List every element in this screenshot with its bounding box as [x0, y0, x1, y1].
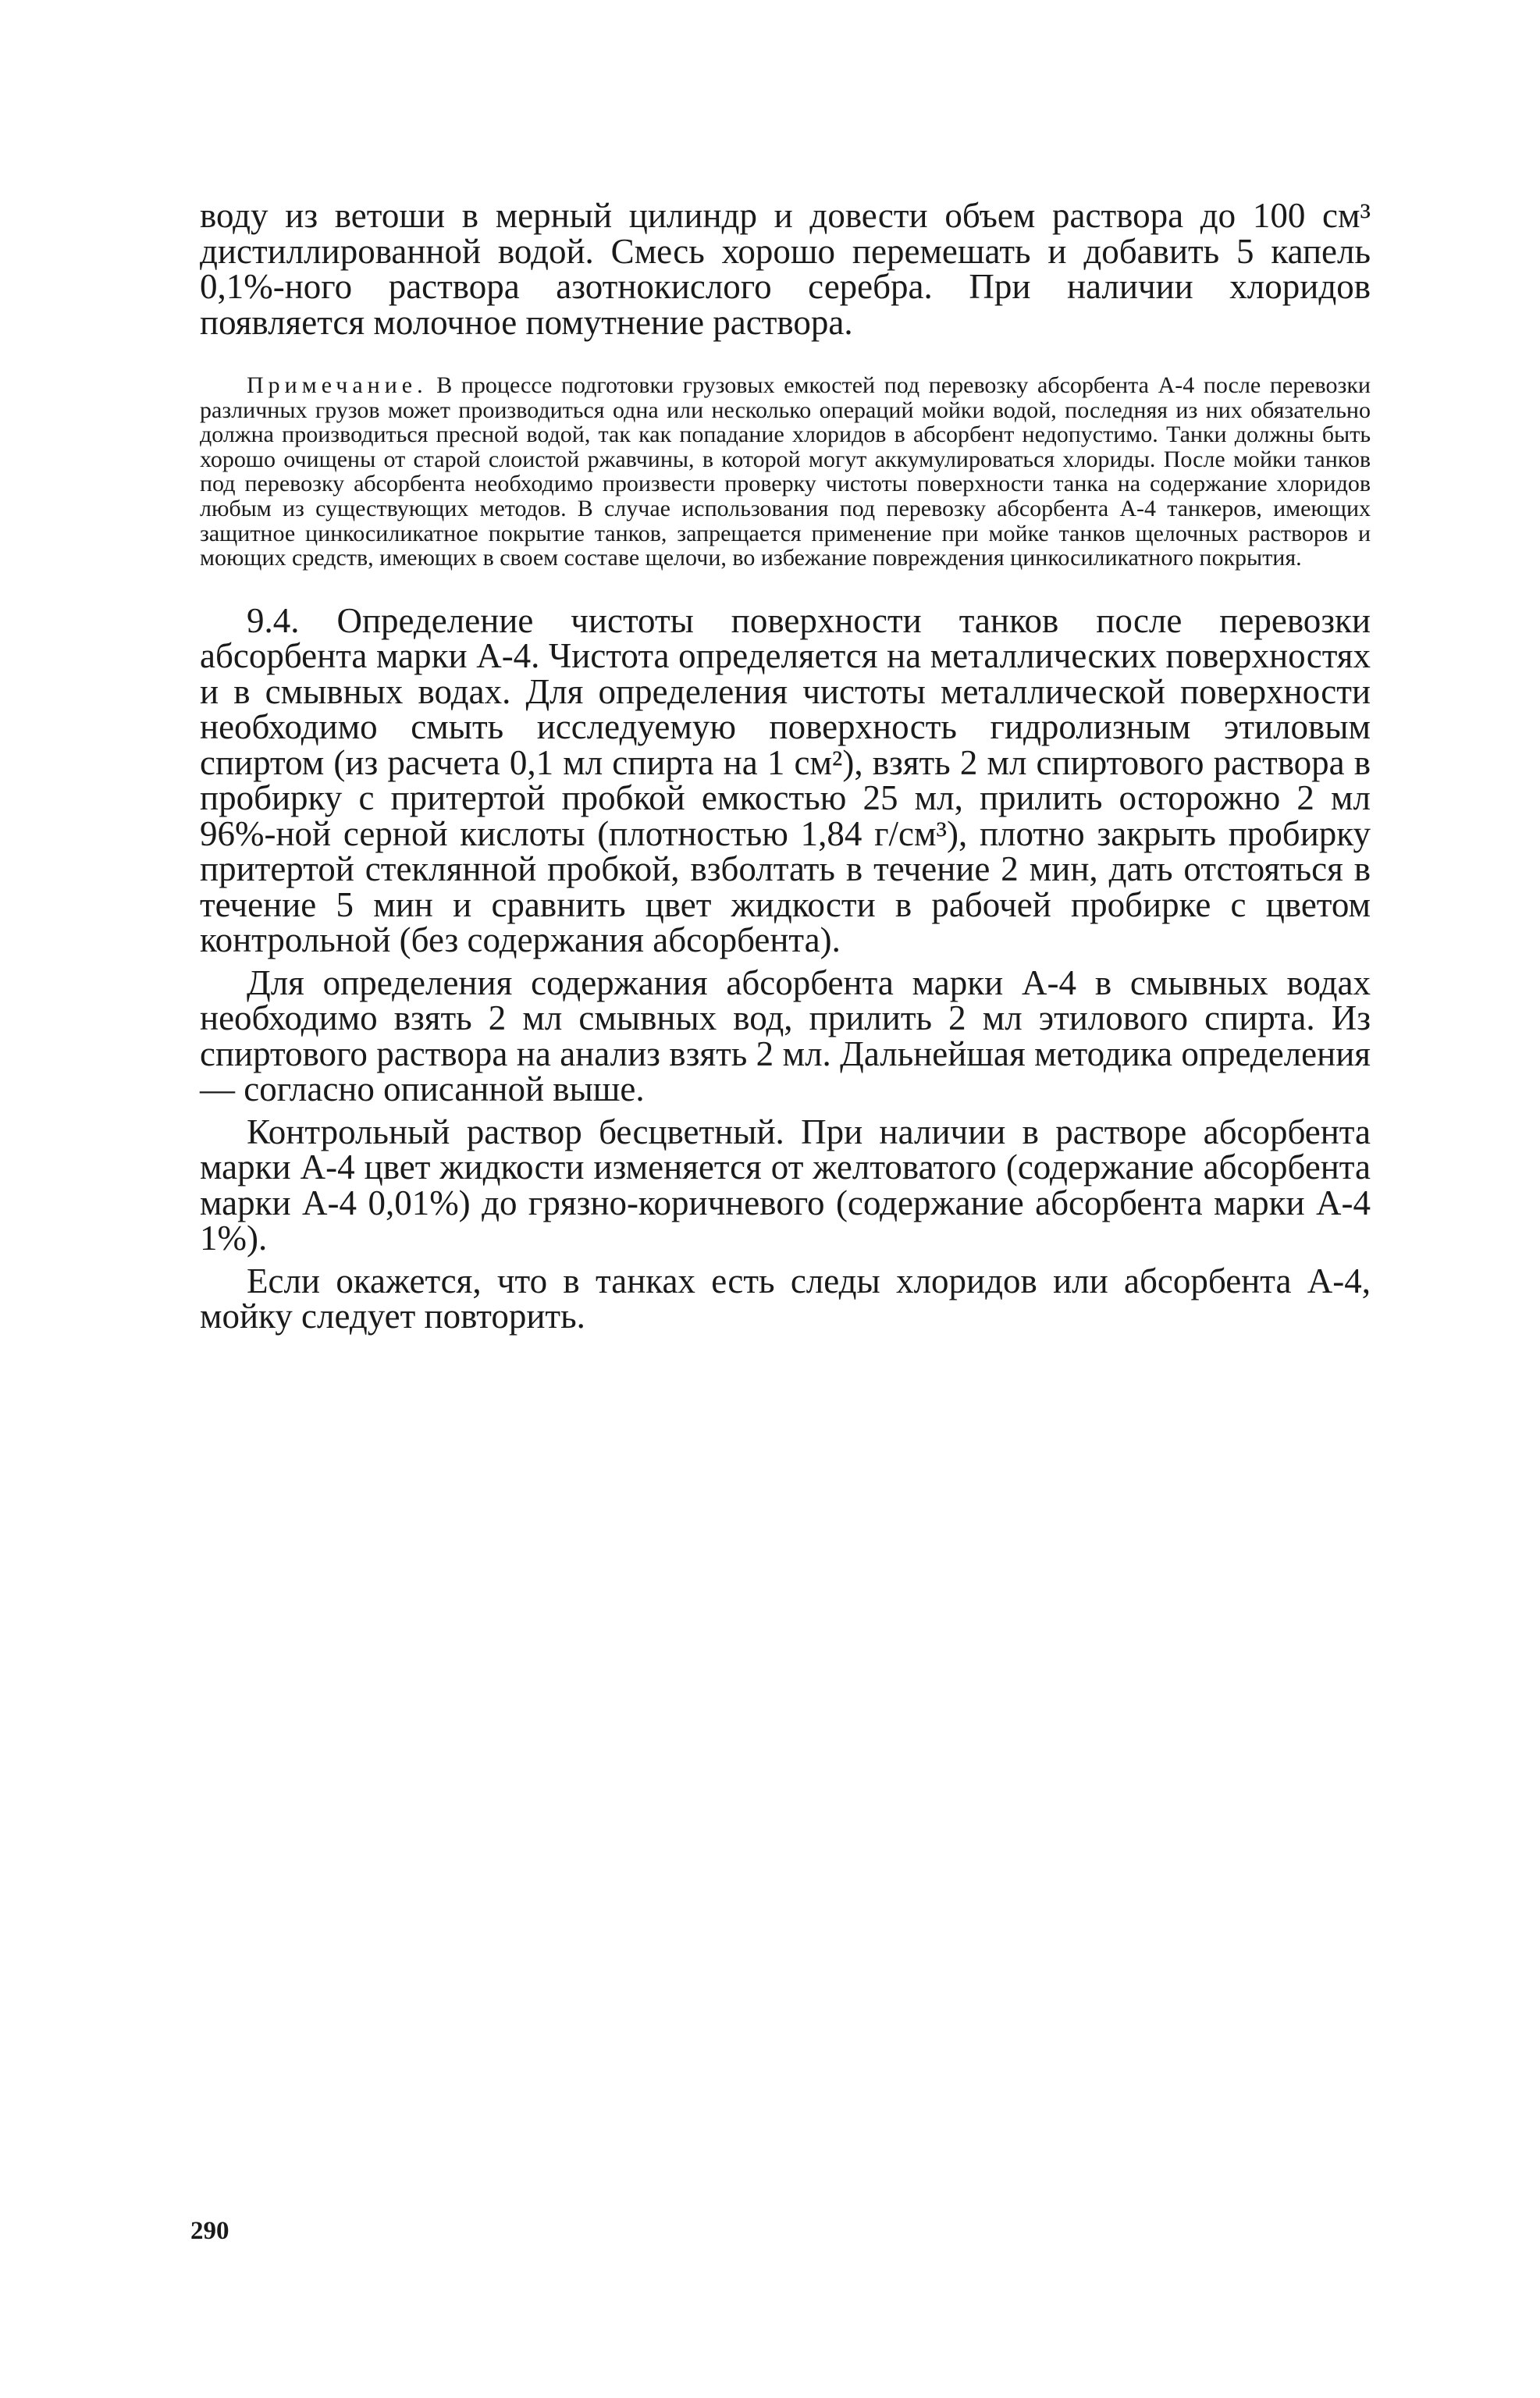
- page-body: [200, 198, 1371, 1335]
- control-solution-paragraph: Контрольный раствор бесцветный. При наличии в растворе абсорбента марки А-4 цвет жидкости изменяется от желтоватого (содержание абсорбента марки А-4 0,01%) до грязно-коричневого (содержание абсорбента марки А-4 1%).: [200, 1112, 1371, 1258]
- page-number: 290: [190, 2217, 229, 2245]
- continuation-paragraph: воду из ветоши в мерный цилиндр и довести объем раствора до 100 см³ дистиллированной водой. Смесь хорошо перемешать и добавить 5 капель 0,1%-ного раствора азотнокислого серебра. При наличии хлоридов появляется молочное помутнение раствора.: [200, 196, 1371, 342]
- note-paragraph: [200, 373, 1371, 571]
- section-9-4-paragraph: 9.4. Определение чистоты поверхности танков после перевозки абсорбента марки А-4. Чистота определяется на металлических поверхностях и в смывных водах. Для определения чистоты металлической поверхности необходимо смыть исследуемую поверхность гидролизным этиловым спиртом (из расчета 0,1 мл спирта на 1 см²), взять 2 мл спиртового раствора в пробирку с притертой пробкой емкостью 25 мл, прилить осторожно 2 мл 96%-ной серной кислоты (плотностью 1,84 г/см³), плотно закрыть пробирку притертой стеклянной пробкой, взболтать в течение 2 мин, дать отстояться в течение 5 мин и сравнить цвет жидкости в рабочей пробирке с цветом контрольной (без содержания абсорбента).: [200, 600, 1371, 960]
- wash-water-paragraph: Для определения содержания абсорбента марки А-4 в смывных водах необходимо взять 2 мл смывных вод, прилить 2 мл этилового спирта. Из спиртового раствора на анализ взять 2 мл. Дальнейшая методика определения — согласно описанной выше.: [200, 962, 1371, 1109]
- repeat-washing-paragraph: Если окажется, что в танках есть следы хлоридов или абсорбента А-4, мойку следует повторить.: [200, 1261, 1371, 1336]
- note-text: В процессе подготовки грузовых емкостей под перевозку абсорбента А-4 после перевозки различных грузов может производиться одна или несколько операций мойки водой, последняя из них обязательно должна производиться пресной водой, так как попадание хлоридов в абсорбент недопустимо. Танки должны быть хорошо очищены от старой слоистой ржавчины, в которой могут аккумулироваться хлориды. После мойки танков под перевозку абсорбента необходимо произвести проверку чистоты поверхности танка на содержание хлоридов любым из существующих методов. В случае использования под перевозку абсорбента А-4 танкеров, имеющих защитное цинкосиликатное покрытие танков, запрещается применение при мойке танков щелочных растворов и моющих средств, имеющих в своем составе щелочи, во избежание повреждения цинкосиликатного покрытия.: [200, 372, 1371, 571]
- note-label: Примечание.: [247, 372, 428, 398]
